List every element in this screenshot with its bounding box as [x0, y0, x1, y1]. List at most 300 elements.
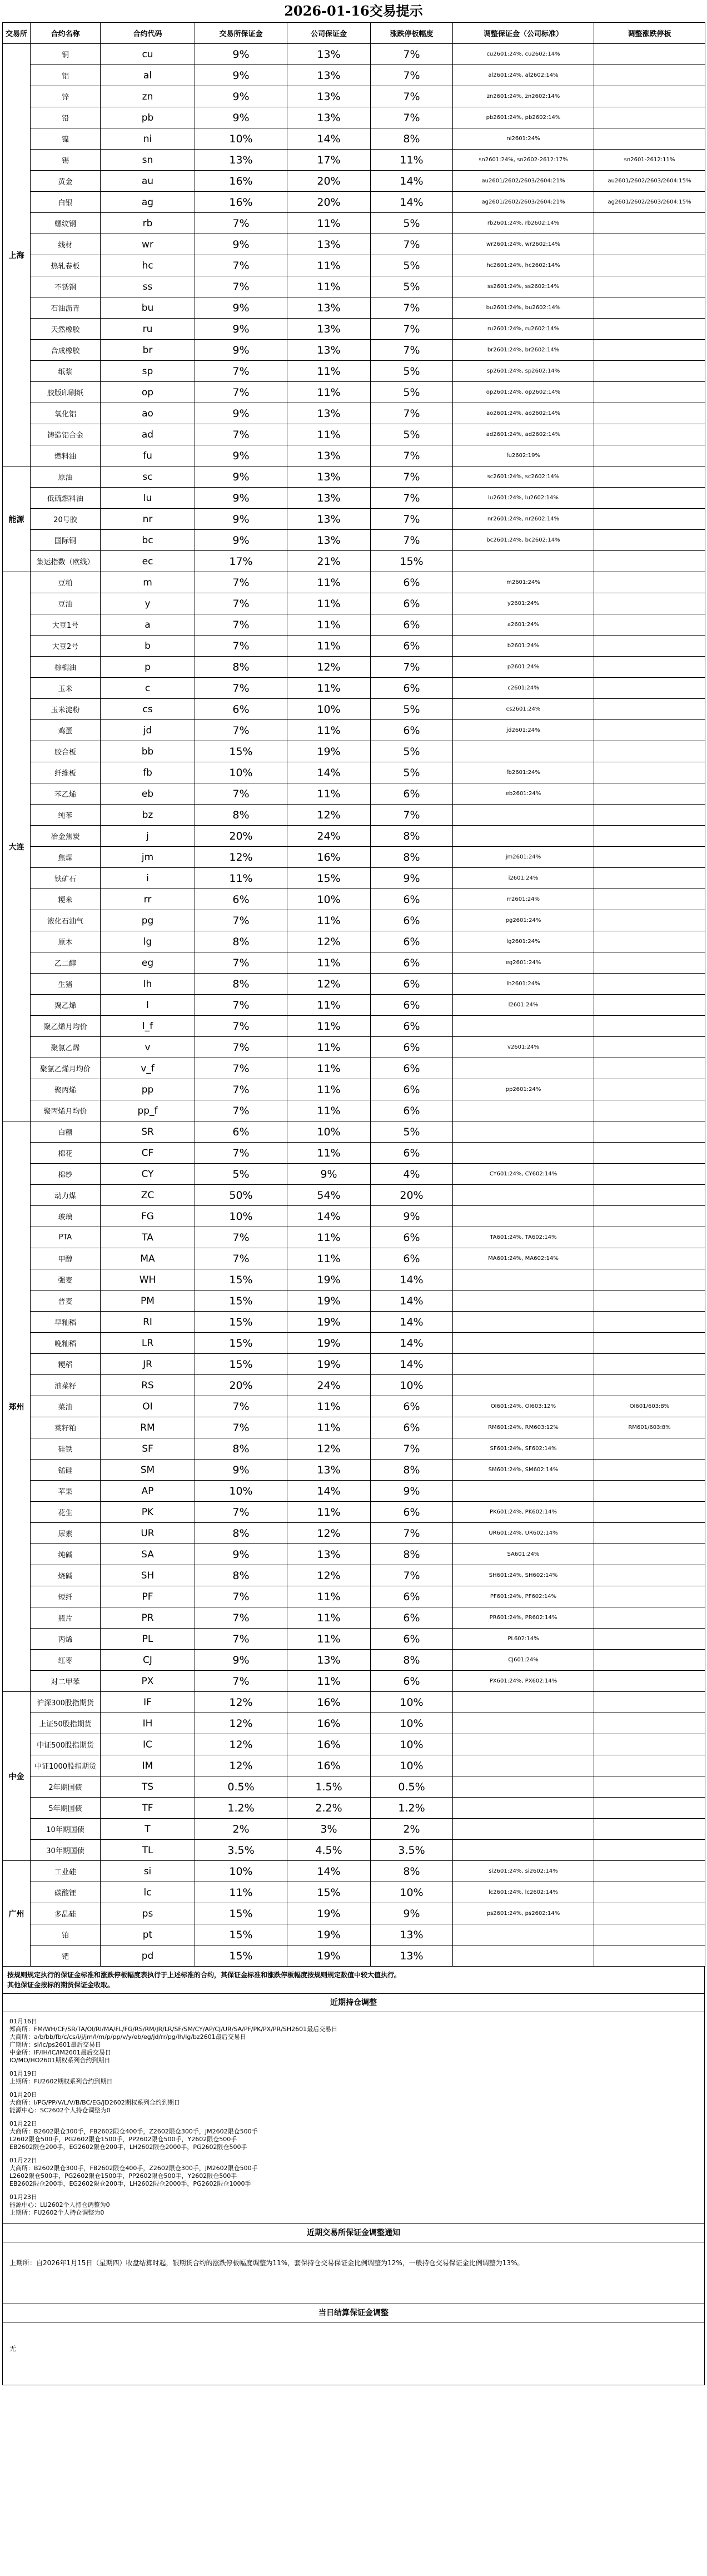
exchange-margin-cell: 7%	[195, 952, 287, 974]
contract-code-cell: br	[101, 340, 195, 361]
exchange-cell: 能源	[3, 466, 31, 572]
contract-code-cell: ad	[101, 424, 195, 445]
company-margin-cell: 12%	[287, 931, 371, 952]
contract-code-cell: m	[101, 572, 195, 593]
adjusted-margin-cell: p2601:24%	[453, 657, 594, 678]
company-margin-cell: 1.5%	[287, 1776, 371, 1798]
history-line: 中金所：IF/IH/IC/IM2601最后交易日	[9, 2049, 111, 2056]
exchange-margin-cell: 15%	[195, 1269, 287, 1291]
table-row	[3, 741, 705, 762]
exchange-margin-cell: 9%	[195, 445, 287, 466]
company-margin-cell: 15%	[287, 1882, 371, 1903]
adjusted-limit-cell	[594, 1629, 705, 1650]
price-limit-cell: 8%	[371, 1650, 453, 1671]
adjusted-limit-cell	[594, 445, 705, 466]
exchange-margin-cell: 15%	[195, 1291, 287, 1312]
adjusted-margin-cell: CY601:24%, CY602:14%	[453, 1164, 594, 1185]
adjusted-limit-cell	[594, 466, 705, 488]
company-margin-cell: 11%	[287, 1502, 371, 1523]
exchange-margin-cell: 7%	[195, 1671, 287, 1692]
adjusted-margin-cell	[453, 1755, 594, 1776]
table-row	[3, 868, 705, 889]
history-title: 近期持仓调整	[2, 1994, 705, 2012]
adjusted-limit-cell	[594, 361, 705, 382]
adjusted-limit-cell	[594, 1734, 705, 1755]
price-limit-cell: 10%	[371, 1734, 453, 1755]
contract-code-cell: op	[101, 382, 195, 403]
company-margin-cell: 16%	[287, 1713, 371, 1734]
adjusted-margin-cell: jm2601:24%	[453, 847, 594, 868]
contract-code-cell: l	[101, 995, 195, 1016]
contract-code-cell: T	[101, 1819, 195, 1840]
history-line: 上期所：FU2602个人持仓调整为0	[9, 2209, 104, 2216]
contract-name-cell: 天然橡胶	[31, 319, 101, 340]
contract-name-cell: 甲醇	[31, 1248, 101, 1269]
exchange-margin-cell: 12%	[195, 847, 287, 868]
adjusted-margin-cell: PR601:24%, PR602:14%	[453, 1607, 594, 1629]
adjusted-margin-cell: SF601:24%, SF602:14%	[453, 1438, 594, 1460]
table-row	[3, 192, 705, 213]
table-row	[3, 1798, 705, 1819]
contract-code-cell: PF	[101, 1586, 195, 1607]
adjusted-limit-cell	[594, 1481, 705, 1502]
price-limit-cell: 6%	[371, 995, 453, 1016]
contract-name-cell: 豆油	[31, 593, 101, 614]
adjusted-margin-cell: ru2601:24%, ru2602:14%	[453, 319, 594, 340]
company-margin-cell: 11%	[287, 910, 371, 931]
contract-name-cell: 锰硅	[31, 1460, 101, 1481]
table-row	[3, 783, 705, 805]
adjusted-limit-cell	[594, 720, 705, 741]
adjusted-limit-cell	[594, 1776, 705, 1798]
contract-name-cell: 氧化铝	[31, 403, 101, 424]
adjusted-margin-cell	[453, 741, 594, 762]
company-margin-cell: 11%	[287, 1671, 371, 1692]
history-line: 能源中心：LU2602个人持仓调整为0	[9, 2201, 110, 2208]
adjusted-limit-cell	[594, 44, 705, 65]
adjusted-margin-cell: pg2601:24%	[453, 910, 594, 931]
contract-name-cell: 锡	[31, 150, 101, 171]
header-exchange: 交易所	[3, 23, 31, 44]
price-limit-cell: 6%	[371, 1016, 453, 1037]
history-entry	[9, 2091, 698, 2115]
contract-name-cell: 粳稻	[31, 1354, 101, 1375]
company-margin-cell: 14%	[287, 1861, 371, 1882]
adjusted-limit-cell	[594, 1100, 705, 1121]
exchange-margin-cell: 9%	[195, 297, 287, 319]
table-row	[3, 952, 705, 974]
contract-code-cell: fb	[101, 762, 195, 783]
price-limit-cell: 3.5%	[371, 1840, 453, 1861]
price-limit-cell: 15%	[371, 551, 453, 572]
company-margin-cell: 11%	[287, 1016, 371, 1037]
table-header-row	[3, 23, 705, 44]
table-row	[3, 1460, 705, 1481]
adjusted-limit-cell	[594, 1903, 705, 1924]
adjusted-limit-cell	[594, 234, 705, 255]
adjusted-margin-cell: a2601:24%	[453, 614, 594, 636]
adjusted-limit-cell	[594, 699, 705, 720]
history-line: 郑商所：FM/WH/CF/SR/TA/OI/RI/MA/FL/FG/RS/RM/JR/LR/SF/SM/CY/AP/CJ/UR/SA/PF/PK/PX/PR/SH2601最后交易日	[9, 2026, 338, 2033]
contract-code-cell: zn	[101, 86, 195, 107]
price-limit-cell: 4%	[371, 1164, 453, 1185]
contract-name-cell: 丙烯	[31, 1629, 101, 1650]
price-limit-cell: 7%	[371, 65, 453, 86]
adjusted-limit-cell	[594, 276, 705, 297]
contract-name-cell: 白糖	[31, 1121, 101, 1143]
company-margin-cell: 21%	[287, 551, 371, 572]
contract-name-cell: 动力煤	[31, 1185, 101, 1206]
contract-code-cell: sp	[101, 361, 195, 382]
table-row	[3, 1227, 705, 1248]
contract-name-cell: 镍	[31, 128, 101, 150]
adjusted-limit-cell	[594, 889, 705, 910]
adjusted-margin-cell: SM601:24%, SM602:14%	[453, 1460, 594, 1481]
company-margin-cell: 11%	[287, 1248, 371, 1269]
exchange-margin-cell: 7%	[195, 1058, 287, 1079]
contract-code-cell: pb	[101, 107, 195, 128]
exchange-margin-cell: 9%	[195, 107, 287, 128]
contract-code-cell: ag	[101, 192, 195, 213]
adjusted-limit-cell: RM601/603:8%	[594, 1417, 705, 1438]
adjusted-margin-cell: SA601:24%	[453, 1544, 594, 1565]
exchange-margin-cell: 7%	[195, 361, 287, 382]
header-contract-code: 合约代码	[101, 23, 195, 44]
contract-code-cell: bz	[101, 805, 195, 826]
contract-code-cell: IC	[101, 1734, 195, 1755]
adjusted-margin-cell: cs2601:24%	[453, 699, 594, 720]
table-row	[3, 1016, 705, 1037]
adjusted-margin-cell: eg2601:24%	[453, 952, 594, 974]
history-line: EB2602限仓200手，EG2602限仓200手，LH2602限仓2000手，PG2602限仓500手	[9, 2143, 247, 2151]
exchange-margin-cell: 0.5%	[195, 1776, 287, 1798]
company-margin-cell: 11%	[287, 1417, 371, 1438]
price-limit-cell: 7%	[371, 107, 453, 128]
contract-name-cell: 聚丙烯	[31, 1079, 101, 1100]
contract-name-cell: 焦煤	[31, 847, 101, 868]
contract-name-cell: 菜籽粕	[31, 1417, 101, 1438]
adjusted-limit-cell	[594, 847, 705, 868]
adjusted-margin-cell: lh2601:24%	[453, 974, 594, 995]
contract-name-cell: 聚丙烯月均价	[31, 1100, 101, 1121]
header-company-margin: 公司保证金	[287, 23, 371, 44]
table-row	[3, 1354, 705, 1375]
contract-code-cell: lu	[101, 488, 195, 509]
contract-name-cell: 烧碱	[31, 1565, 101, 1586]
contract-code-cell: RS	[101, 1375, 195, 1396]
contract-code-cell: au	[101, 171, 195, 192]
table-row	[3, 1312, 705, 1333]
contract-code-cell: v_f	[101, 1058, 195, 1079]
price-limit-cell: 9%	[371, 1481, 453, 1502]
exchange-margin-cell: 8%	[195, 931, 287, 952]
company-margin-cell: 13%	[287, 445, 371, 466]
adjusted-limit-cell	[594, 297, 705, 319]
contract-code-cell: ni	[101, 128, 195, 150]
exchange-cell: 中金	[3, 1692, 31, 1861]
company-margin-cell: 11%	[287, 1227, 371, 1248]
company-margin-cell: 13%	[287, 297, 371, 319]
exchange-margin-cell: 7%	[195, 1100, 287, 1121]
history-line: 大商所：B2602限仓300手，FB2602限仓400手，Z2602限仓300手，JM2602限仓500手	[9, 2165, 258, 2172]
history-date: 01月22日	[9, 2120, 37, 2127]
table-row	[3, 1819, 705, 1840]
contract-code-cell: UR	[101, 1523, 195, 1544]
adjusted-margin-cell: RM601:24%, RM603:12%	[453, 1417, 594, 1438]
company-margin-cell: 19%	[287, 741, 371, 762]
table-row	[3, 1185, 705, 1206]
history-date: 01月16日	[9, 2018, 37, 2025]
price-limit-cell: 5%	[371, 424, 453, 445]
adjusted-margin-cell	[453, 805, 594, 826]
contract-name-cell: 铅	[31, 107, 101, 128]
contract-name-cell: 冶金焦炭	[31, 826, 101, 847]
adjusted-limit-cell	[594, 910, 705, 931]
margin-table	[2, 22, 705, 1967]
adjusted-margin-cell: bu2601:24%, bu2602:14%	[453, 297, 594, 319]
adjusted-margin-cell: cu2601:24%, cu2602:14%	[453, 44, 594, 65]
company-margin-cell: 13%	[287, 1650, 371, 1671]
company-margin-cell: 10%	[287, 1121, 371, 1143]
price-limit-cell: 6%	[371, 1417, 453, 1438]
contract-name-cell: 晚籼稻	[31, 1333, 101, 1354]
history-entry	[9, 2018, 698, 2064]
adjusted-limit-cell	[594, 1016, 705, 1037]
exchange-margin-cell: 7%	[195, 1037, 287, 1058]
exchange-margin-cell: 6%	[195, 1121, 287, 1143]
adjusted-margin-cell: sp2601:24%, sp2602:14%	[453, 361, 594, 382]
company-margin-cell: 13%	[287, 319, 371, 340]
adjusted-limit-cell	[594, 65, 705, 86]
contract-name-cell: 低硫燃料油	[31, 488, 101, 509]
contract-name-cell: 锌	[31, 86, 101, 107]
contract-name-cell: 大豆2号	[31, 636, 101, 657]
company-margin-cell: 10%	[287, 889, 371, 910]
adjusted-limit-cell	[594, 213, 705, 234]
history-line: IO/MO/HO2601期权系列合约到期日	[9, 2057, 111, 2064]
table-row	[3, 1164, 705, 1185]
table-row	[3, 424, 705, 445]
table-row	[3, 276, 705, 297]
table-row	[3, 1143, 705, 1164]
contract-name-cell: 苹果	[31, 1481, 101, 1502]
table-row	[3, 614, 705, 636]
adjusted-margin-cell: ss2601:24%, ss2602:14%	[453, 276, 594, 297]
exchange-margin-cell: 7%	[195, 255, 287, 276]
adjusted-margin-cell: br2601:24%, br2602:14%	[453, 340, 594, 361]
adjusted-limit-cell	[594, 1037, 705, 1058]
adjusted-margin-cell: ni2601:24%	[453, 128, 594, 150]
adjusted-limit-cell	[594, 1502, 705, 1523]
contract-name-cell: 胶合板	[31, 741, 101, 762]
exchange-margin-cell: 7%	[195, 1629, 287, 1650]
contract-name-cell: 玉米	[31, 678, 101, 699]
contract-name-cell: 液化石油气	[31, 910, 101, 931]
contract-code-cell: TF	[101, 1798, 195, 1819]
adjusted-margin-cell	[453, 1945, 594, 1967]
price-limit-cell: 1.2%	[371, 1798, 453, 1819]
adjusted-margin-cell	[453, 1840, 594, 1861]
contract-code-cell: PM	[101, 1291, 195, 1312]
price-limit-cell: 5%	[371, 699, 453, 720]
adjusted-margin-cell: rb2601:24%, rb2602:14%	[453, 213, 594, 234]
exchange-margin-cell: 15%	[195, 741, 287, 762]
company-margin-cell: 11%	[287, 382, 371, 403]
exchange-margin-cell: 7%	[195, 382, 287, 403]
adjusted-limit-cell	[594, 1460, 705, 1481]
exchange-margin-cell: 8%	[195, 974, 287, 995]
company-margin-cell: 11%	[287, 213, 371, 234]
contract-code-cell: TA	[101, 1227, 195, 1248]
contract-name-cell: 20号胶	[31, 509, 101, 530]
contract-name-cell: 10年期国债	[31, 1819, 101, 1840]
contract-code-cell: sc	[101, 466, 195, 488]
company-margin-cell: 12%	[287, 805, 371, 826]
table-row	[3, 213, 705, 234]
contract-code-cell: CF	[101, 1143, 195, 1164]
contract-code-cell: rr	[101, 889, 195, 910]
adjusted-margin-cell: pb2601:24%, pb2602:14%	[453, 107, 594, 128]
table-row	[3, 488, 705, 509]
price-limit-cell: 7%	[371, 530, 453, 551]
table-row	[3, 150, 705, 171]
contract-code-cell: ec	[101, 551, 195, 572]
company-margin-cell: 24%	[287, 826, 371, 847]
contract-name-cell: 普麦	[31, 1291, 101, 1312]
contract-name-cell: 铜	[31, 44, 101, 65]
price-limit-cell: 5%	[371, 382, 453, 403]
adjusted-margin-cell: jd2601:24%	[453, 720, 594, 741]
contract-code-cell: CJ	[101, 1650, 195, 1671]
exchange-margin-cell: 15%	[195, 1333, 287, 1354]
contract-name-cell: 聚氯乙烯月均价	[31, 1058, 101, 1079]
contract-code-cell: pd	[101, 1945, 195, 1967]
company-margin-cell: 2.2%	[287, 1798, 371, 1819]
price-limit-cell: 20%	[371, 1185, 453, 1206]
company-margin-cell: 10%	[287, 699, 371, 720]
adjusted-margin-cell: b2601:24%	[453, 636, 594, 657]
adjusted-margin-cell: UR601:24%, UR602:14%	[453, 1523, 594, 1544]
adjusted-margin-cell	[453, 1291, 594, 1312]
exchange-margin-cell: 7%	[195, 572, 287, 593]
adjusted-margin-cell: c2601:24%	[453, 678, 594, 699]
adjusted-limit-cell	[594, 1121, 705, 1143]
adjusted-limit-cell	[594, 1544, 705, 1565]
adjusted-limit-cell	[594, 1565, 705, 1586]
exchange-margin-cell: 10%	[195, 1206, 287, 1227]
company-margin-cell: 13%	[287, 509, 371, 530]
exchange-margin-cell: 7%	[195, 1016, 287, 1037]
contract-name-cell: 瓶片	[31, 1607, 101, 1629]
contract-name-cell: 强麦	[31, 1269, 101, 1291]
contract-name-cell: 多晶硅	[31, 1903, 101, 1924]
table-row	[3, 657, 705, 678]
contract-name-cell: 石油沥青	[31, 297, 101, 319]
contract-name-cell: 纯碱	[31, 1544, 101, 1565]
adjusted-margin-cell: al2601:24%, al2602:14%	[453, 65, 594, 86]
table-row	[3, 1333, 705, 1354]
price-limit-cell: 2%	[371, 1819, 453, 1840]
company-margin-cell: 20%	[287, 192, 371, 213]
table-row	[3, 593, 705, 614]
contract-name-cell: 黄金	[31, 171, 101, 192]
exchange-margin-cell: 7%	[195, 276, 287, 297]
price-limit-cell: 14%	[371, 1312, 453, 1333]
contract-name-cell: 棉纱	[31, 1164, 101, 1185]
contract-code-cell: JR	[101, 1354, 195, 1375]
price-limit-cell: 6%	[371, 1143, 453, 1164]
price-limit-cell: 13%	[371, 1945, 453, 1967]
table-row	[3, 1058, 705, 1079]
header-price-limit: 涨跌停板幅度	[371, 23, 453, 44]
contract-name-cell: 燃料油	[31, 445, 101, 466]
contract-name-cell: 中证500股指期货	[31, 1734, 101, 1755]
adjusted-margin-cell: PF601:24%, PF602:14%	[453, 1586, 594, 1607]
adjusted-margin-cell	[453, 1692, 594, 1713]
contract-name-cell: 乙二醇	[31, 952, 101, 974]
exchange-margin-cell: 7%	[195, 783, 287, 805]
exchange-margin-cell: 9%	[195, 1460, 287, 1481]
company-margin-cell: 54%	[287, 1185, 371, 1206]
company-margin-cell: 16%	[287, 1692, 371, 1713]
price-limit-cell: 7%	[371, 657, 453, 678]
adjusted-margin-cell: PX601:24%, PX602:14%	[453, 1671, 594, 1692]
adjusted-limit-cell	[594, 382, 705, 403]
table-row	[3, 931, 705, 952]
adjusted-margin-cell: PK601:24%, PK602:14%	[453, 1502, 594, 1523]
price-limit-cell: 6%	[371, 1671, 453, 1692]
table-row	[3, 551, 705, 572]
table-row	[3, 1882, 705, 1903]
price-limit-cell: 6%	[371, 931, 453, 952]
contract-name-cell: 白银	[31, 192, 101, 213]
table-row	[3, 445, 705, 466]
contract-code-cell: b	[101, 636, 195, 657]
exchange-margin-cell: 11%	[195, 868, 287, 889]
contract-code-cell: eg	[101, 952, 195, 974]
header-exchange-margin: 交易所保证金	[195, 23, 287, 44]
adjusted-limit-cell	[594, 741, 705, 762]
contract-name-cell: 铸造铝合金	[31, 424, 101, 445]
table-row	[3, 1692, 705, 1713]
exchange-margin-cell: 9%	[195, 488, 287, 509]
price-limit-cell: 8%	[371, 1861, 453, 1882]
company-margin-cell: 13%	[287, 86, 371, 107]
price-limit-cell: 14%	[371, 1291, 453, 1312]
contract-code-cell: lh	[101, 974, 195, 995]
contract-code-cell: eb	[101, 783, 195, 805]
adjusted-margin-cell: y2601:24%	[453, 593, 594, 614]
notice-box	[2, 1967, 705, 1994]
company-margin-cell: 16%	[287, 847, 371, 868]
contract-name-cell: 线材	[31, 234, 101, 255]
adjusted-limit-cell	[594, 128, 705, 150]
price-limit-cell: 7%	[371, 805, 453, 826]
contract-name-cell: 短纤	[31, 1586, 101, 1607]
history-body	[2, 2012, 705, 2224]
company-margin-cell: 16%	[287, 1734, 371, 1755]
table-row	[3, 107, 705, 128]
company-margin-cell: 11%	[287, 572, 371, 593]
history-entry	[9, 2120, 698, 2151]
header-contract-name: 合约名称	[31, 23, 101, 44]
table-row	[3, 720, 705, 741]
contract-code-cell: pp	[101, 1079, 195, 1100]
contract-code-cell: ao	[101, 403, 195, 424]
adjusted-limit-cell: ag2601/2602/2603/2604:15%	[594, 192, 705, 213]
history-line: L2602限仓500手，PG2602限仓1500手，PP2602限仓500手，Y2602限仓500手	[9, 2136, 237, 2143]
company-margin-cell: 20%	[287, 171, 371, 192]
